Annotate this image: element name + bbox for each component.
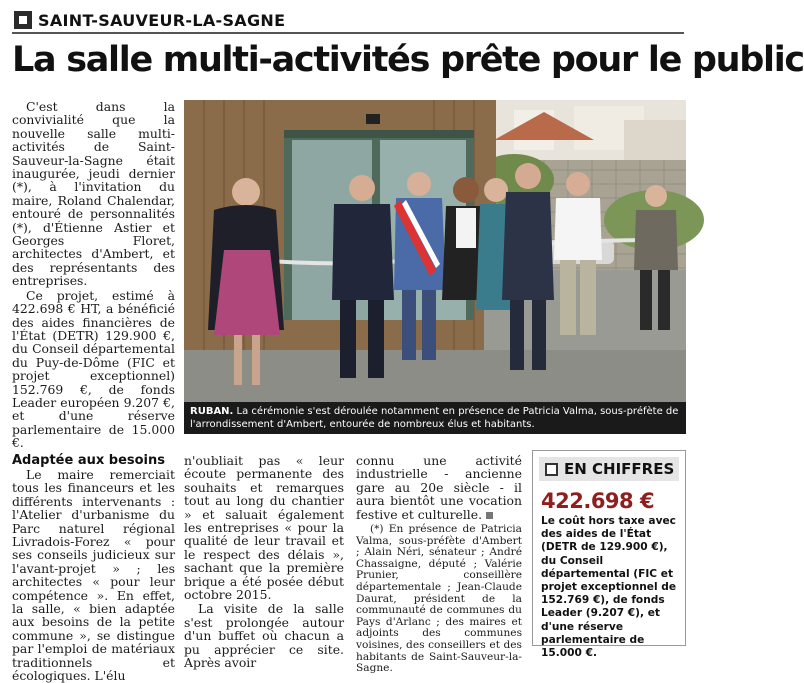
caption-lead: RUBAN.: [190, 406, 234, 417]
paragraph-future: [356, 454, 522, 521]
photo-caption: [184, 402, 686, 434]
key-figures-header: [539, 457, 679, 481]
checkbox-square-icon: [545, 463, 558, 476]
end-of-article-mark: [486, 512, 493, 519]
caption-text: La cérémonie s'est déroulée notamment en présence de Patricia Valma, sous-préfète de l'arrondissement d'Ambert, entourée de nombreux élus et habitants.: [190, 406, 679, 430]
key-figures-title: EN CHIFFRES: [564, 460, 675, 478]
ceremony-photo-illustration: [184, 100, 686, 402]
subheading: Adaptée aux besoins: [12, 452, 165, 468]
key-figure-value: 422.698 €: [541, 489, 655, 513]
article-headline: La salle multi-activités prête pour le public: [12, 40, 804, 80]
section-kicker: [12, 8, 684, 34]
key-figure-text: Le coût hors taxe avec des aides de l'État (DETR de 129.900 €), du Conseil départemental (FIC et projet exceptionnel de 152.769 €), de fonds Leader (9.207 €), et d'une réserve parlementaire de 15.000 €.: [541, 515, 677, 660]
paragraph-thanks: Le maire remerciait tous les financeurs et les différents intervenants : l'Atelier d'urbanisme du Parc naturel régional Livradois-Forez « pour ses conseils judicieux sur l'avant-projet » ; les architectes « pour leur compétence ». En effet, la salle, « bien adaptée aux besoins de la petite commune », se distingue par l'emploi de matériaux traditionnels et écologiques. L'élu: [12, 466, 175, 683]
article-column-1: [12, 99, 175, 683]
paragraph-visit: La visite de la salle s'est prolongée autour d'un buffet où chacun a pu apprécier ce site. Après avoir: [184, 601, 344, 671]
article-column-3: [356, 453, 522, 675]
paragraph-continuation: n'oubliait pas « leur écoute permanente des souhaits et remarques tout au long du chantier » et saluait également les entreprises « pour la qualité de leur travail et le respect des délais », sachant que la première brique a été posée début octobre 2015.: [184, 453, 344, 603]
paragraph-intro: C'est dans la convivialité que la nouvelle salle multi-activités de Saint-Sauveur-la-Sagne était inaugurée, jeudi dernier (*), à l'invitation du maire, Roland Chalendar, entouré de personnalités (*), d'Étienne Astier et Georges Floret, architectes d'Ambert, et des représentants des entreprises.: [12, 99, 175, 289]
paragraph-funding: Ce projet, estimé à 422.698 € HT, a bénéficié des aides financières de l'État (DETR) 129.900 €, du Conseil départemental du Puy-de-Dôme (FIC et projet exceptionnel) 152.769 €, de fonds Leader européen 9.207 €, et d'une réserve parlementaire de 15.000 €.: [12, 287, 175, 451]
key-figures-box: [532, 450, 686, 660]
paragraph-future-text: connu une activité industrielle - ancienne gare au 20e siècle - il aura bientôt une vocation festive et culturelle.: [356, 453, 522, 522]
ceremony-photo: [184, 100, 686, 402]
footnote-attendees: (*) En présence de Patricia Valma, sous-préfète d'Ambert ; Alain Néri, sénateur ; André Chassaigne, député ; Valérie Prunier, conseillère départementale ; Jean-Claude Daurat, président de la communauté de communes du Pays d'Arlanc ; des maires et adjoints des communes voisines, des conseillers et des habitants de Saint-Sauveur-la-Sagne.: [356, 523, 522, 675]
section-square-icon: [14, 11, 32, 29]
article-column-2: [184, 453, 344, 671]
section-title: SAINT-SAUVEUR-LA-SAGNE: [38, 10, 286, 30]
